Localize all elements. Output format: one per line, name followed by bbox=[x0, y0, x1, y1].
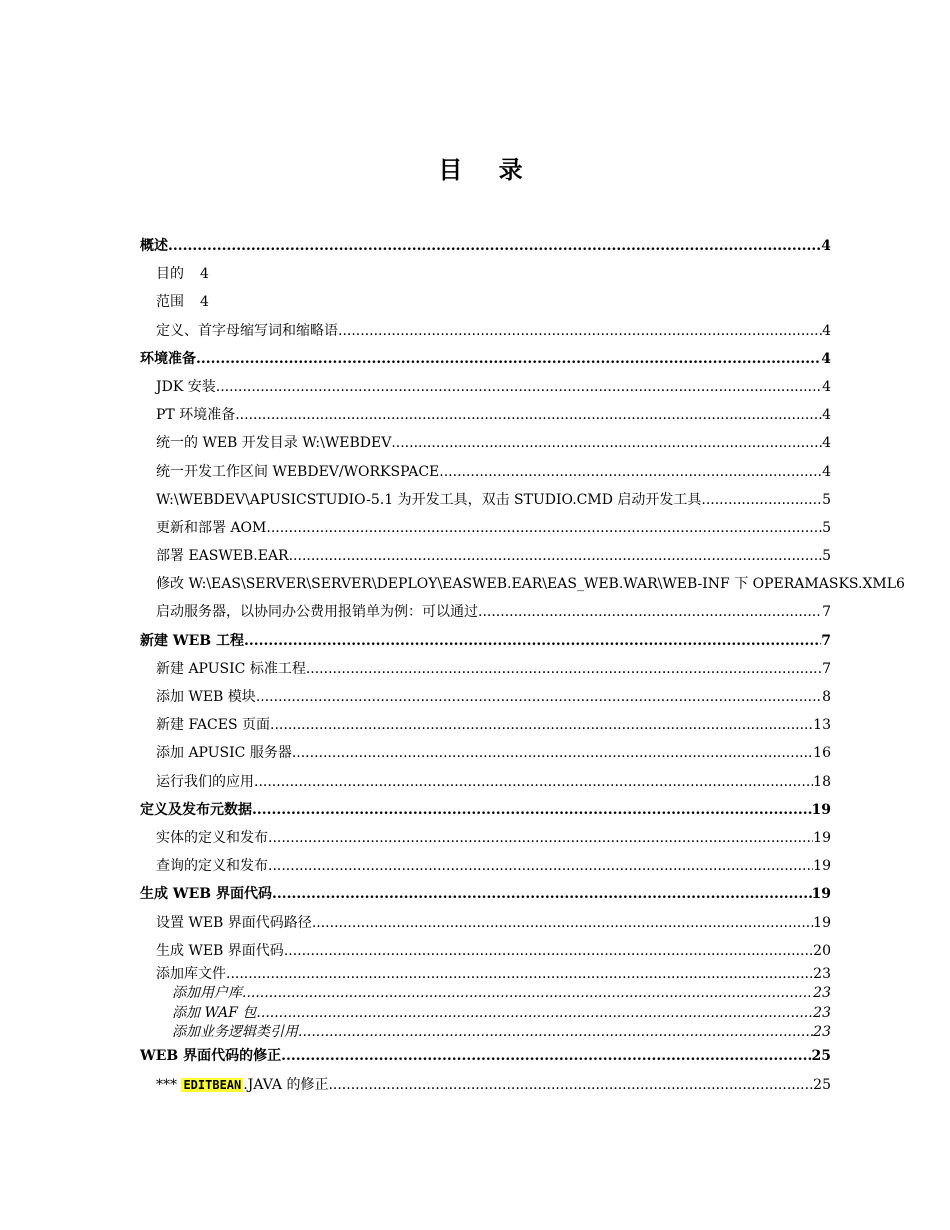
toc-entry[interactable] bbox=[140, 1071, 831, 1099]
toc-leader-dots bbox=[701, 486, 822, 514]
toc-entry-label bbox=[140, 627, 244, 655]
toc-page-number: 7 bbox=[821, 632, 831, 649]
toc-entry[interactable] bbox=[140, 458, 831, 486]
toc-page-number: 20 bbox=[813, 942, 831, 959]
toc-entry-text: 范围 bbox=[156, 294, 184, 311]
toc-entry-label bbox=[156, 768, 254, 796]
toc-leader-dots bbox=[242, 984, 813, 1003]
toc-entry[interactable] bbox=[140, 739, 831, 767]
toc-entry[interactable] bbox=[140, 514, 831, 542]
toc-entry-text: 新建 APUSIC 标准工程 bbox=[156, 660, 306, 677]
toc-entry-label bbox=[156, 458, 439, 486]
toc-page-number: 23 bbox=[813, 1024, 831, 1041]
toc-entry-text: 环境准备 bbox=[140, 350, 196, 367]
toc-entry[interactable] bbox=[140, 1023, 831, 1042]
toc-entry-text: 统一开发工作区间 WEBDEV/WORKSPACE bbox=[156, 463, 440, 480]
toc-entry-text: WEB 界面代码的修正 bbox=[140, 1048, 282, 1065]
toc-entry-text: 概述 bbox=[140, 238, 168, 254]
toc-leader-dots bbox=[216, 373, 822, 401]
toc-entry-label bbox=[156, 542, 289, 570]
toc-entry-label bbox=[156, 683, 256, 711]
toc-leader-dots bbox=[281, 1042, 811, 1070]
toc-leader-dots bbox=[312, 909, 813, 937]
toc-entry-text: 添加库文件 bbox=[156, 965, 226, 982]
toc-entry[interactable] bbox=[140, 1042, 831, 1070]
toc-entry-label bbox=[156, 1071, 328, 1099]
toc-entry-text: 添加 WAF 包 bbox=[172, 1004, 257, 1021]
toc-leader-dots bbox=[306, 655, 822, 683]
toc-entry-label bbox=[156, 824, 268, 852]
toc-entry-label bbox=[140, 1042, 281, 1070]
toc-entry[interactable] bbox=[140, 598, 831, 626]
toc-page-number: 13 bbox=[813, 717, 831, 734]
toc-leader-dots bbox=[252, 796, 812, 824]
toc-page-number: 25 bbox=[813, 1076, 831, 1093]
toc-entry[interactable] bbox=[140, 909, 831, 937]
toc-page-number: 4 bbox=[822, 378, 831, 395]
toc-entry-label bbox=[172, 984, 242, 1003]
toc-entry[interactable] bbox=[140, 429, 831, 457]
toc-leader-dots bbox=[256, 1004, 813, 1023]
toc-leader-dots bbox=[289, 542, 822, 570]
toc-page-number: 19 bbox=[811, 886, 831, 903]
toc-entry[interactable] bbox=[140, 880, 831, 908]
toc-page-number: 4 bbox=[822, 407, 831, 424]
toc-entry-label bbox=[156, 288, 184, 316]
toc-entry-text: *** bbox=[156, 1076, 177, 1093]
toc-entry[interactable] bbox=[140, 401, 831, 429]
toc-leader-dots bbox=[266, 514, 822, 542]
toc-entry-label bbox=[156, 739, 292, 767]
toc-leader-dots bbox=[439, 458, 822, 486]
toc-leader-dots bbox=[268, 852, 813, 880]
toc-leader-dots bbox=[226, 965, 813, 984]
toc-leader-dots bbox=[268, 824, 813, 852]
toc-entry[interactable] bbox=[140, 711, 831, 739]
toc-entry[interactable] bbox=[140, 824, 831, 852]
toc-entry-label bbox=[156, 317, 338, 345]
toc-leader-dots bbox=[391, 429, 822, 457]
toc-entry[interactable] bbox=[140, 852, 831, 880]
toc-entry-label bbox=[156, 937, 284, 965]
toc-entry[interactable] bbox=[140, 373, 831, 401]
toc-page-number: 4 bbox=[200, 266, 209, 283]
toc-entry-label bbox=[156, 514, 266, 542]
toc-page-number: 19 bbox=[813, 858, 831, 875]
toc-entry-text: 生成 WEB 界面代码 bbox=[156, 942, 284, 959]
toc-entry-label bbox=[156, 401, 235, 429]
toc-page-number: 4 bbox=[822, 463, 831, 480]
toc-entry-text: 添加用户库 bbox=[172, 985, 242, 1002]
toc-entry-label bbox=[156, 598, 478, 626]
toc-page-number: 5 bbox=[822, 548, 831, 565]
toc-entry-label bbox=[156, 429, 391, 457]
toc-entry-text: 添加 WEB 模块 bbox=[156, 689, 256, 705]
toc-entry-label bbox=[140, 796, 252, 824]
toc-page-number: 7 bbox=[822, 604, 831, 621]
toc-entry-text: 添加 APUSIC 服务器 bbox=[156, 745, 292, 762]
toc-entry[interactable] bbox=[140, 655, 831, 683]
toc-entry-label bbox=[156, 852, 268, 880]
toc-entry-text: 实体的定义和发布 bbox=[156, 829, 268, 846]
toc-entry[interactable] bbox=[140, 570, 905, 598]
toc-page-number: 16 bbox=[813, 745, 831, 762]
toc-leader-dots bbox=[235, 401, 822, 429]
toc-page-number: 4 bbox=[822, 435, 831, 452]
toc-entry-label bbox=[156, 373, 216, 401]
toc-entry-text: 生成 WEB 界面代码 bbox=[140, 886, 272, 903]
toc-page-number: 8 bbox=[822, 689, 831, 705]
toc-entry-text: 定义及发布元数据 bbox=[140, 801, 252, 818]
toc-entry-text: 新建 FACES 页面 bbox=[156, 717, 271, 734]
toc-leader-dots bbox=[272, 880, 812, 908]
toc-entry[interactable] bbox=[140, 796, 831, 824]
toc-leader-dots bbox=[328, 1071, 813, 1099]
toc-entry-text: 运行我们的应用 bbox=[156, 773, 254, 790]
toc-leader-dots bbox=[168, 232, 821, 260]
toc-page-number: 18 bbox=[813, 773, 831, 790]
toc-page-number: 6 bbox=[896, 576, 905, 593]
toc-leader-dots bbox=[256, 683, 822, 711]
toc-entry[interactable] bbox=[140, 317, 831, 345]
toc-entry[interactable] bbox=[140, 542, 831, 570]
toc-page-number: 5 bbox=[822, 491, 831, 508]
toc-entry-label bbox=[156, 260, 184, 288]
toc-entry-label bbox=[156, 711, 270, 739]
toc-entry-text: PT 环境准备 bbox=[156, 407, 236, 424]
toc-entry-text: 部署 EASWEB.EAR bbox=[156, 548, 289, 565]
toc-entry-label bbox=[156, 965, 226, 984]
toc-entry[interactable] bbox=[140, 937, 831, 965]
toc-page-number: 5 bbox=[822, 519, 831, 536]
toc-leader-dots bbox=[284, 937, 813, 965]
toc-leader-dots bbox=[478, 598, 822, 626]
toc-page-number: 19 bbox=[811, 801, 831, 818]
toc-page-number: 4 bbox=[200, 294, 209, 311]
toc-entry[interactable] bbox=[140, 260, 831, 288]
toc-page-number: 4 bbox=[822, 322, 831, 339]
table-of-contents bbox=[140, 232, 905, 1099]
toc-page-number: 19 bbox=[813, 829, 831, 846]
toc-entry-label bbox=[140, 880, 272, 908]
toc-entry[interactable] bbox=[140, 768, 831, 796]
toc-entry-label bbox=[172, 1023, 298, 1042]
toc-leader-dots bbox=[254, 768, 813, 796]
toc-entry-text: 统一的 WEB 开发目录 W:\WEBDEV bbox=[156, 435, 392, 452]
toc-entry-text: JDK 安装 bbox=[156, 378, 216, 395]
toc-leader-dots bbox=[270, 711, 813, 739]
toc-entry-label bbox=[156, 909, 312, 937]
toc-entry-text: 修改 W:\EAS\SERVER\SERVER\DEPLOY\EASWEB.EAR\EAS_WEB.WAR\WEB-INF 下 OPERAMASKS.XML bbox=[156, 576, 897, 593]
toc-entry-label bbox=[140, 232, 168, 260]
toc-page-number: 23 bbox=[813, 985, 831, 1002]
toc-entry[interactable] bbox=[140, 627, 831, 655]
toc-entry[interactable] bbox=[140, 232, 831, 260]
toc-entry[interactable] bbox=[140, 345, 831, 373]
toc-leader-dots bbox=[338, 317, 822, 345]
toc-entry-text: 更新和部署 AOM bbox=[156, 519, 267, 536]
toc-page-number: 23 bbox=[813, 965, 831, 982]
toc-entry[interactable] bbox=[140, 984, 831, 1003]
toc-entry-text: 定义、首字母缩写词和缩略语 bbox=[156, 322, 338, 339]
toc-page-number: 19 bbox=[813, 914, 831, 931]
toc-leader-dots bbox=[196, 345, 821, 373]
toc-entry-text: W:\WEBDEV\APUSICSTUDIO-5.1 为开发工具，双击 STUDIO.CMD 启动开发工具 bbox=[156, 491, 702, 508]
toc-leader-dots bbox=[292, 739, 813, 767]
toc-entry-label bbox=[156, 486, 701, 514]
toc-entry-suffix: .JAVA 的修正 bbox=[243, 1076, 329, 1093]
toc-entry-text: 目的 bbox=[156, 266, 184, 283]
toc-entry-label bbox=[172, 1004, 256, 1023]
toc-entry[interactable] bbox=[140, 1004, 831, 1023]
toc-entry[interactable] bbox=[140, 288, 831, 316]
toc-entry-label bbox=[156, 570, 896, 598]
toc-entry-text: 查询的定义和发布 bbox=[156, 858, 268, 875]
toc-page-number: 4 bbox=[821, 238, 831, 254]
toc-page-number: 25 bbox=[811, 1048, 831, 1065]
toc-page-number: 23 bbox=[813, 1004, 831, 1021]
toc-entry[interactable] bbox=[140, 683, 831, 711]
toc-entry[interactable] bbox=[140, 965, 831, 984]
toc-leader-dots bbox=[244, 627, 821, 655]
page-title: 目 录 bbox=[438, 155, 537, 184]
toc-entry[interactable] bbox=[140, 486, 831, 514]
toc-leader-dots bbox=[298, 1023, 813, 1042]
toc-entry-text: 添加业务逻辑类引用 bbox=[172, 1024, 298, 1041]
toc-entry-text: 启动服务器，以协同办公费用报销单为例：可以通过 bbox=[156, 604, 478, 621]
toc-entry-highlight: EDITBEAN bbox=[183, 1077, 242, 1092]
toc-entry-text: 新建 WEB 工程 bbox=[140, 632, 244, 649]
toc-entry-text: 设置 WEB 界面代码路径 bbox=[156, 914, 312, 931]
toc-entry-label bbox=[140, 345, 196, 373]
toc-page-number: 4 bbox=[821, 350, 831, 367]
toc-page-number: 7 bbox=[822, 660, 831, 677]
toc-entry-label bbox=[156, 655, 306, 683]
